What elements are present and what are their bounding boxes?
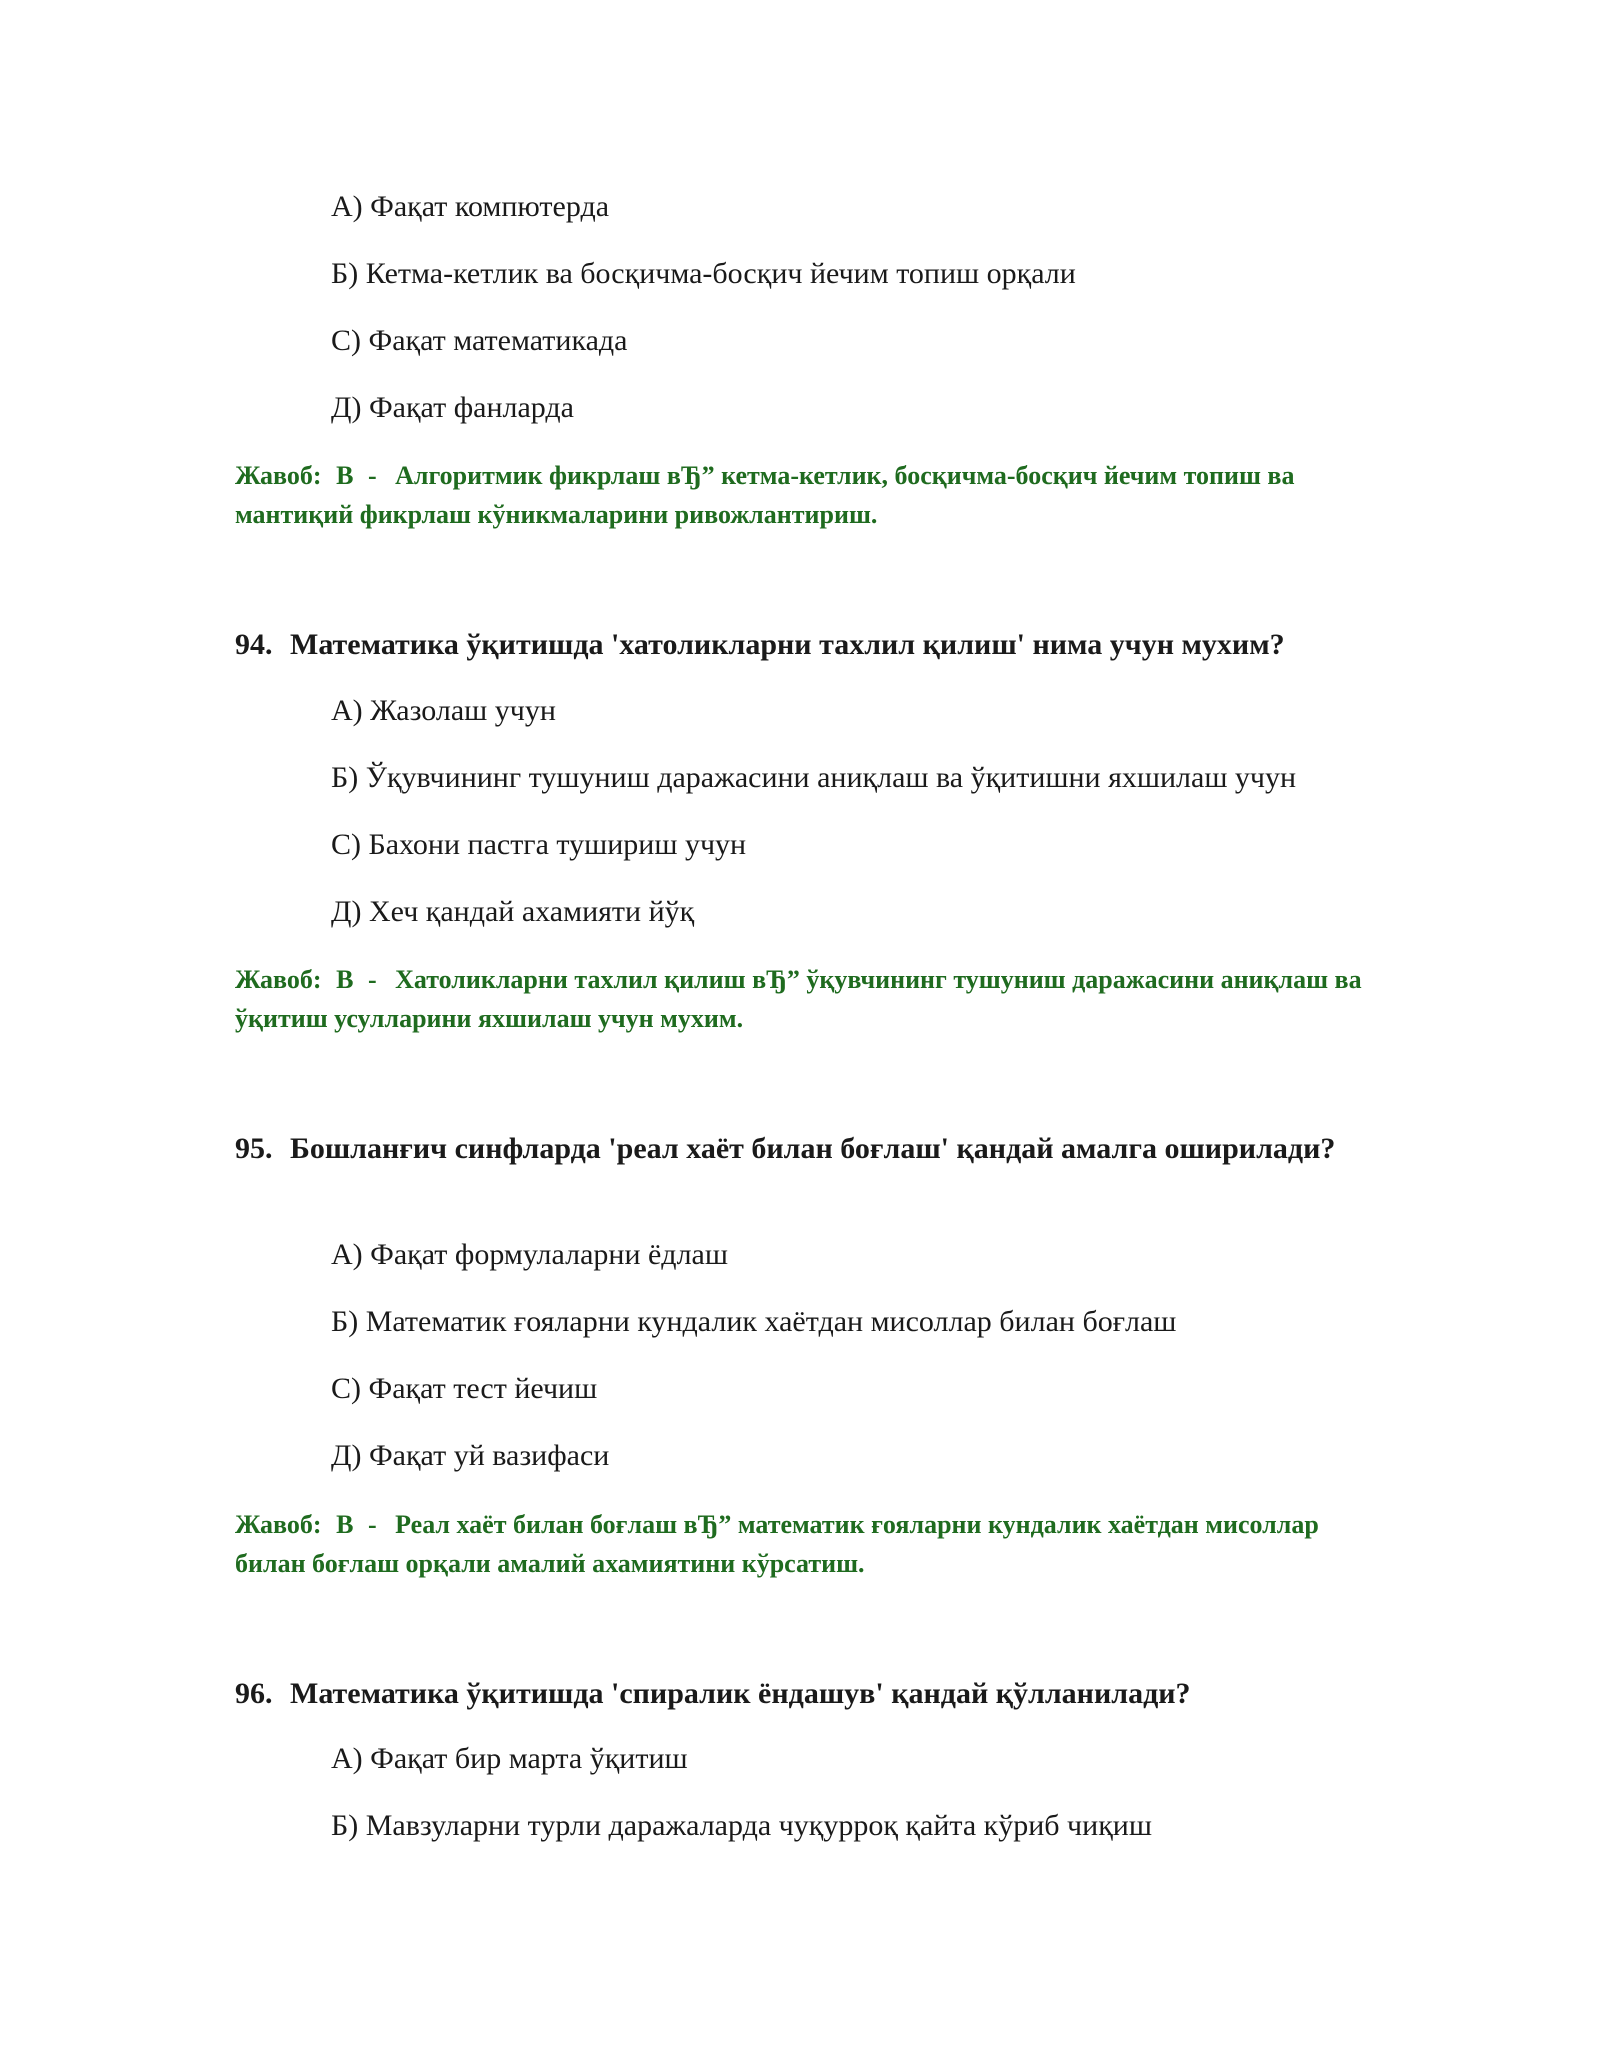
answer-text (235, 960, 1365, 1038)
option-c: С) Бахони пастга тушириш учун (331, 828, 747, 861)
answer-letter: B (336, 461, 354, 490)
answer-label: Жавоб: (235, 1510, 322, 1539)
answer-text (235, 1505, 1365, 1583)
answer-dash: - (367, 461, 377, 490)
question-text: Математика ўқитишда 'спиралик ёндашув' қандай қўлланилади? (290, 1677, 1191, 1710)
answer-letter: B (336, 1510, 354, 1539)
answer-dash: - (367, 965, 377, 994)
question-number: 96. (235, 1677, 273, 1710)
option-d: Д) Фақат уй вазифаси (331, 1439, 610, 1472)
option-a: А) Фақат компютерда (331, 190, 610, 223)
question-number: 94. (235, 628, 273, 661)
option-c: С) Фақат математикада (331, 324, 628, 357)
option-a: А) Жазолаш учун (331, 694, 556, 727)
answer-text (235, 456, 1365, 534)
option-b: Б) Мавзуларни турли даражаларда чуқурроқ қайта кўриб чиқиш (331, 1809, 1152, 1842)
answer-explanation: Алгоритмик фикрлаш вЂ” кетма-кетлик, босқичма-босқич йечим топиш ва мантиқий фикрлаш кўникмаларини ривожлантириш. (235, 461, 1295, 529)
option-b: Б) Математик ғояларни кундалик хаётдан мисоллар билан боғлаш (331, 1305, 1177, 1338)
option-b: Б) Ўқувчининг тушуниш даражасини аниқлаш ва ўқитишни яхшилаш учун (331, 761, 1297, 794)
answer-explanation: Хатоликларни тахлил қилиш вЂ” ўқувчининг тушуниш даражасини аниқлаш ва ўқитиш усулларини яхшилаш учун мухим. (235, 965, 1362, 1033)
option-a: А) Фақат бир марта ўқитиш (331, 1742, 688, 1775)
answer-label: Жавоб: (235, 461, 322, 490)
question-text: Математика ўқитишда 'хатоликларни тахлил қилиш' нима учун мухим? (290, 628, 1285, 661)
answer-letter: B (336, 965, 354, 994)
option-a: А) Фақат формулаларни ёдлаш (331, 1238, 728, 1271)
option-d: Д) Хеч қандай ахамияти йўқ (331, 895, 695, 928)
answer-label: Жавоб: (235, 965, 322, 994)
answer-explanation: Реал хаёт билан боғлаш вЂ” математик ғояларни кундалик хаётдан мисоллар билан боғлаш орқали амалий ахамиятини кўрсатиш. (235, 1510, 1319, 1578)
option-c: С) Фақат тест йечиш (331, 1372, 598, 1405)
question-number: 95. (235, 1132, 273, 1165)
question-94 (235, 624, 1365, 666)
question-text: Бошланғич синфларда 'реал хаёт билан боғлаш' қандай амалга оширилади? (290, 1132, 1336, 1165)
question-96 (235, 1673, 1365, 1715)
answer-dash: - (367, 1510, 377, 1539)
option-d: Д) Фақат фанларда (331, 391, 574, 424)
option-b: Б) Кетма-кетлик ва босқичма-босқич йечим топиш орқали (331, 257, 1076, 290)
question-95 (235, 1128, 1365, 1170)
